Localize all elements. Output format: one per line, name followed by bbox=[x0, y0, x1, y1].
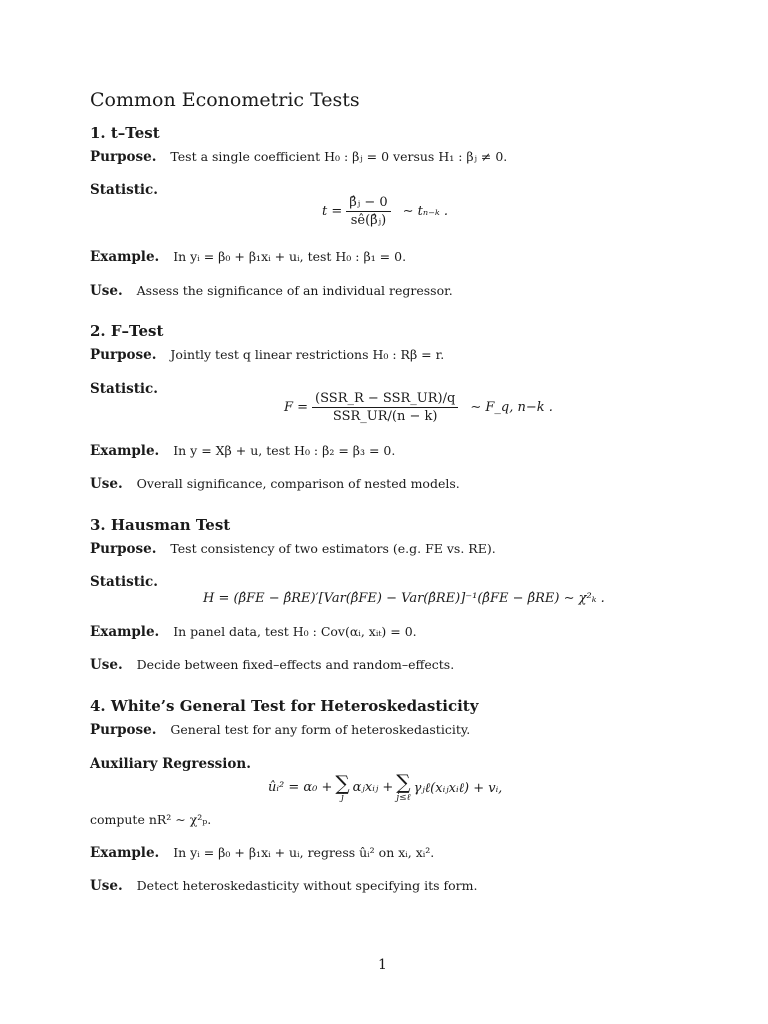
example-row bbox=[90, 845, 434, 861]
eq-denominator: SSR_UR/(n − k) bbox=[332, 409, 438, 424]
purpose-text: Test consistency of two estimators (e.g. FE vs. RE). bbox=[170, 541, 496, 556]
example-label: Example. bbox=[90, 845, 160, 861]
purpose-row bbox=[90, 722, 470, 738]
use-label: Use. bbox=[90, 476, 123, 492]
eq-rhs: γⱼℓ(xᵢⱼxᵢℓ) + vᵢ, bbox=[413, 780, 503, 796]
purpose-text: Test a single coefficient H₀ : βⱼ = 0 versus H₁ : βⱼ ≠ 0. bbox=[170, 149, 508, 164]
purpose-row bbox=[90, 149, 507, 165]
page-number: 1 bbox=[378, 957, 387, 973]
example-text: In panel data, test H₀ : Cov(αᵢ, xᵢₜ) = 0. bbox=[173, 624, 417, 639]
use-text: Decide between fixed–effects and random–effects. bbox=[136, 657, 455, 672]
sum-operator bbox=[396, 772, 410, 803]
example-text: In yᵢ = β₀ + β₁xᵢ + uᵢ, regress ûᵢ² on xᵢ, xᵢ². bbox=[173, 845, 435, 860]
eq-numerator: (SSR_R − SSR_UR)/q bbox=[312, 391, 458, 408]
eq-denominator: sê(β̂ⱼ) bbox=[350, 213, 387, 228]
example-row bbox=[90, 443, 395, 459]
example-label: Example. bbox=[90, 443, 160, 459]
compute-row: compute nR² ∼ χ²ₚ. bbox=[90, 812, 212, 827]
t-statistic-equation bbox=[322, 195, 448, 228]
statistic-row bbox=[90, 182, 168, 198]
purpose-row bbox=[90, 347, 444, 363]
eq-rhs: ∼ F_q, n−k . bbox=[470, 400, 553, 415]
use-label: Use. bbox=[90, 283, 123, 299]
use-row bbox=[90, 878, 477, 894]
example-row bbox=[90, 249, 406, 265]
section-heading-t-test: 1. t–Test bbox=[90, 124, 160, 142]
example-label: Example. bbox=[90, 624, 160, 640]
eq-body: H = (β̂FE − β̂RE)′[Var(β̂FE) − Var(β̂RE)]⁻¹(β̂FE − β̂RE) ∼ χ²ₖ . bbox=[203, 591, 605, 606]
eq-lhs: ûᵢ² = α₀ + bbox=[268, 780, 333, 795]
purpose-label: Purpose. bbox=[90, 149, 157, 165]
eq-middle: αⱼxᵢⱼ + bbox=[352, 780, 394, 795]
purpose-label: Purpose. bbox=[90, 722, 157, 738]
use-row bbox=[90, 657, 454, 673]
purpose-text: General test for any form of heteroskedasticity. bbox=[170, 722, 471, 737]
auxiliary-label: Auxiliary Regression. bbox=[90, 756, 251, 772]
sum-operator bbox=[335, 770, 350, 803]
eq-fraction bbox=[346, 195, 390, 228]
page-title: Common Econometric Tests bbox=[90, 89, 360, 111]
section-heading-hausman: 3. Hausman Test bbox=[90, 516, 231, 534]
auxiliary-row bbox=[90, 756, 261, 772]
use-text: Assess the significance of an individual regressor. bbox=[136, 283, 453, 298]
statistic-row bbox=[90, 574, 168, 590]
eq-lhs: t = bbox=[322, 204, 343, 219]
sigma-symbol: ∑ bbox=[335, 770, 350, 795]
eq-rhs: ∼ tₙ₋ₖ . bbox=[402, 204, 449, 219]
eq-lhs: F = bbox=[284, 400, 309, 415]
statistic-label: Statistic. bbox=[90, 182, 158, 198]
sigma-symbol: ∑ bbox=[396, 770, 411, 794]
statistic-row bbox=[90, 381, 168, 397]
example-text: In yᵢ = β₀ + β₁xᵢ + uᵢ, test H₀ : β₁ = 0. bbox=[173, 249, 407, 264]
section-heading-white-test: 4. White’s General Test for Heteroskedasticity bbox=[90, 697, 479, 715]
section-heading-f-test: 2. F–Test bbox=[90, 322, 164, 340]
sum-index: j≤ℓ bbox=[396, 793, 411, 803]
statistic-label: Statistic. bbox=[90, 574, 158, 590]
purpose-row bbox=[90, 541, 496, 557]
purpose-label: Purpose. bbox=[90, 541, 157, 557]
use-text: Overall significance, comparison of nested models. bbox=[136, 476, 460, 491]
purpose-text: Jointly test q linear restrictions H₀ : Rβ = r. bbox=[170, 347, 445, 362]
eq-fraction bbox=[312, 391, 458, 424]
use-row bbox=[90, 283, 453, 299]
example-row bbox=[90, 624, 417, 640]
use-label: Use. bbox=[90, 878, 123, 894]
white-auxiliary-equation bbox=[268, 772, 502, 803]
purpose-label: Purpose. bbox=[90, 347, 157, 363]
eq-numerator: β̂ⱼ − 0 bbox=[346, 195, 390, 212]
use-row bbox=[90, 476, 460, 492]
statistic-label: Statistic. bbox=[90, 381, 158, 397]
use-label: Use. bbox=[90, 657, 123, 673]
sum-index: j bbox=[341, 792, 344, 803]
use-text: Detect heteroskedasticity without specifying its form. bbox=[136, 878, 478, 893]
hausman-equation bbox=[203, 591, 605, 606]
f-statistic-equation bbox=[284, 391, 553, 424]
example-label: Example. bbox=[90, 249, 160, 265]
example-text: In y = Xβ + u, test H₀ : β₂ = β₃ = 0. bbox=[173, 443, 396, 458]
